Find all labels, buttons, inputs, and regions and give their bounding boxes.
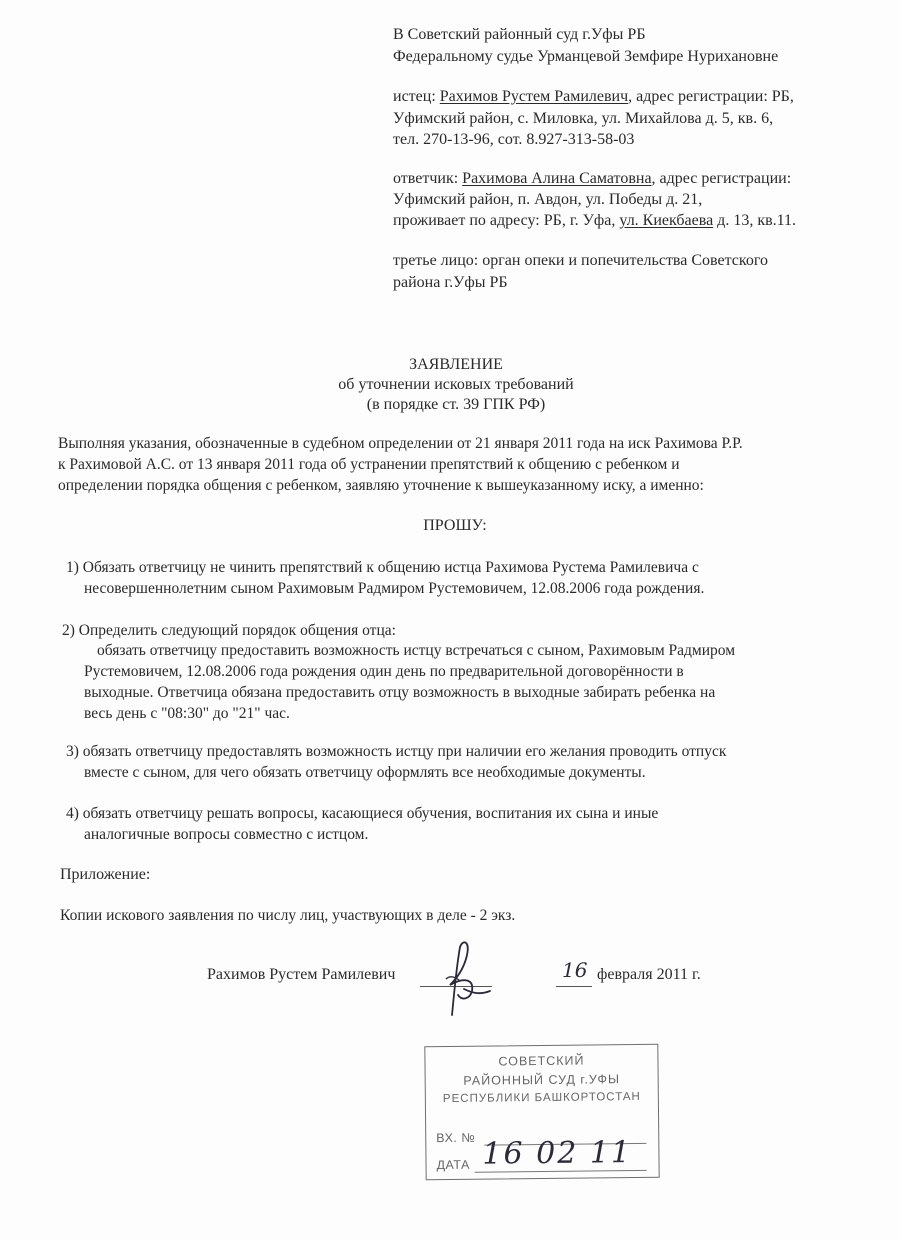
defendant-name: Рахимова Алина Саматовна	[462, 170, 652, 187]
stamp-date-label: ДАТА	[436, 1157, 471, 1173]
defendant-address-start: , адрес регистрации:	[651, 170, 792, 187]
defendant-line-1	[393, 168, 791, 190]
signer-name: Рахимов Рустем Рамилевич	[207, 966, 396, 983]
item-4-line-2: аналогичные вопросы совместно с истцом.	[84, 826, 369, 843]
handwritten-signature	[430, 935, 500, 1020]
defendant-house: д. 13, кв.11.	[717, 212, 797, 229]
intro-line-1: Выполняя указания, обозначенные в судебном определении от 21 января 2011 года на иск Рахимова Р.Р.	[58, 435, 743, 452]
item-2-line-4: выходные. Ответчица обязана предоставить отцу возможность в выходные забирать ребенка на	[84, 684, 716, 701]
stamp-line-2: РАЙОННЫЙ СУД г.УФЫ	[463, 1072, 621, 1088]
defendant-street: ул. Киекбаева	[619, 212, 714, 229]
date-rest: февраля 2011 г.	[597, 966, 701, 983]
stamp-line-1: СОВЕТСКИЙ	[498, 1053, 585, 1069]
stamp-line-3: РЕСПУБЛИКИ БАШКОРТОСТАН	[442, 1090, 641, 1106]
plaintiff-line-3: тел. 270-13-96, сот. 8.927-313-58-03	[393, 131, 635, 148]
document-subtitle-2: (в порядке ст. 39 ГПК РФ)	[366, 396, 546, 413]
attachment-heading: Приложение:	[60, 866, 151, 883]
intro-line-2: к Рахимовой А.С. от 13 января 2011 года об устранении препятствий к общению с ребенком и	[58, 456, 680, 473]
date-day-handwritten: 16	[562, 958, 588, 982]
item-2-line-1: 2) Определить следующий порядок общения отца:	[62, 622, 396, 639]
addressee-judge: Федеральному судье Урманцевой Земфире Нурихановне	[393, 48, 779, 65]
plaintiff-name: Рахимов Рустем Рамилевич	[439, 88, 629, 105]
defendant-line-3	[393, 210, 796, 232]
court-incoming-stamp	[424, 1044, 659, 1180]
plaintiff-label: истец:	[393, 88, 436, 105]
defendant-label: ответчик:	[393, 170, 459, 187]
item-3-line-2: вместе с сыном, для чего обязать ответчицу оформлять все необходимые документы.	[84, 764, 646, 781]
document-subtitle-1: об уточнении исковых требований	[338, 376, 574, 393]
stamp-date-handwritten: 16 02 11	[482, 1135, 633, 1172]
addressee-court: В Советский районный суд г.Уфы РБ	[393, 26, 646, 43]
defendant-residence: проживает по адресу: РБ, г. Уфа,	[393, 212, 616, 229]
item-3-line-1: 3) обязать ответчицу предоставлять возможность истцу при наличии его желания проводить отпуск	[66, 743, 727, 760]
item-2-line-3: Рустемовичем, 12.08.2006 года рождения один день по предварительной договорённости в	[84, 663, 684, 680]
third-party-line-2: района г.Уфы РБ	[393, 274, 508, 291]
defendant-line-2: Уфимский район, п. Авдон, ул. Победы д. 21,	[393, 191, 703, 208]
third-party-line-1: третье лицо: орган опеки и попечительства Советского	[393, 252, 769, 269]
plaintiff-line-1	[393, 86, 794, 108]
item-4-line-1: 4) обязать ответчицу решать вопросы, касающиеся обучения, воспитания их сына и иные	[66, 805, 659, 822]
item-2-line-5: весь день с "08:30" до "21" час.	[84, 705, 290, 722]
plaintiff-address-start: , адрес регистрации: РБ,	[628, 88, 794, 105]
document-title: ЗАЯВЛЕНИЕ	[409, 356, 503, 373]
attachment-text: Копии искового заявления по числу лиц, участвующих в деле - 2 экз.	[60, 907, 516, 924]
intro-line-3: определении порядка общения с ребенком, заявляю уточнение к вышеуказанному иску, а именно:	[58, 477, 704, 494]
item-1-line-2: несовершеннолетним сыном Рахимовым Радмиром Рустемовичем, 12.08.2006 года рождения.	[84, 580, 705, 597]
item-2-line-2: обязать ответчицу предоставить возможность истцу встречаться с сыном, Рахимовым Радмиром	[97, 642, 736, 659]
date-day-line	[556, 986, 592, 987]
request-heading: ПРОШУ:	[423, 517, 487, 534]
stamp-incoming-label: ВХ. №	[436, 1130, 476, 1146]
plaintiff-line-2: Уфимский район, с. Миловка, ул. Михайлова д. 5, кв. 6,	[393, 110, 774, 127]
item-1-line-1: 1) Обязать ответчицу не чинить препятствий к общению истца Рахимова Рустема Рамилевича с	[66, 559, 699, 576]
